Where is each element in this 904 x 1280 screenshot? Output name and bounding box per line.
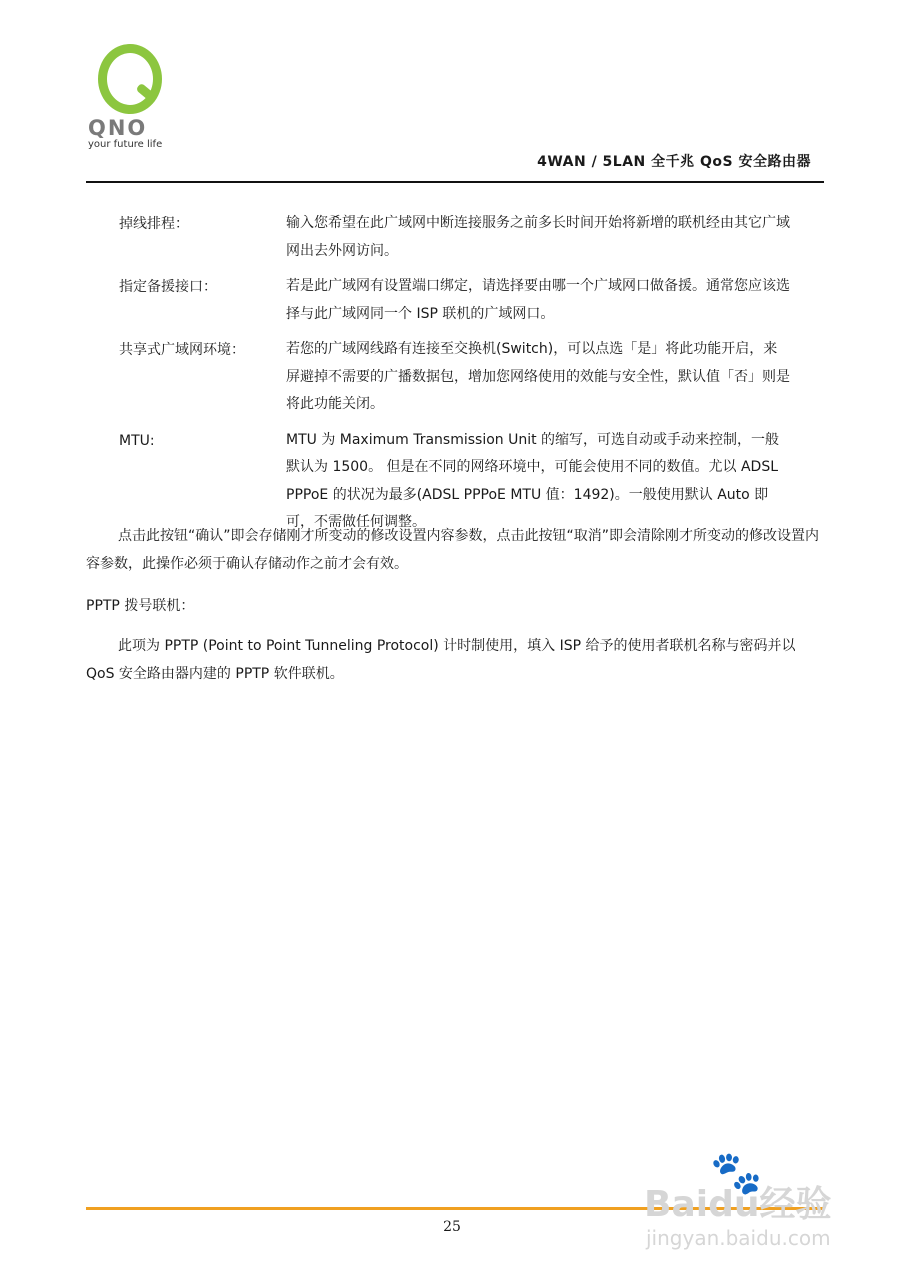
logo-q-ring [98, 44, 162, 114]
definition-item [119, 336, 799, 419]
watermark-url: jingyan.baidu.com [646, 1226, 831, 1250]
definition-term: 掉线排程： [119, 216, 189, 232]
baidu-watermark [640, 1148, 860, 1268]
pptp-paragraph: 此项为 PPTP (Point to Point Tunneling Protocol) 计时制使用，填入 ISP 给予的使用者联机名称与密码并以 QoS 安全路由器内建的 PPTP 软件联机。 [86, 638, 796, 682]
definition-item [119, 273, 799, 328]
pptp-heading: PPTP 拨号联机： [86, 598, 195, 614]
confirm-paragraph: 点击此按钮“确认”即会存储刚才所变动的修改设置内容参数，点击此按钮“取消”即会清除刚才所变动的修改设置内容参数，此操作必须于确认存储动作之前才会有效。 [86, 528, 820, 572]
definition-desc: 若您的广域网线路有连接至交换机(Switch)，可以点选「是」将此功能开启，来屏避掉不需要的广播数据包，增加您网络使用的效能与安全性，默认值「否」则是将此功能关闭。 [286, 341, 790, 412]
definition-term: 指定备援接口： [119, 279, 217, 295]
watermark-brand: Baidu经验 [644, 1184, 832, 1225]
definition-item [119, 427, 799, 537]
definition-item [119, 210, 799, 265]
page-number: 25 [443, 1219, 461, 1235]
header-rule [86, 181, 824, 183]
definition-desc: MTU 为 Maximum Transmission Unit 的缩写，可选自动或手动来控制，一般默认为 1500。 但是在不同的网络环境中，可能会使用不同的数值。尤以 ADSL PPPoE 的状况为最多(ADSL PPPoE MTU 值：1492)。一般使用默认 Auto 即可，不需做任何调整。 [286, 431, 780, 530]
qno-logo [86, 42, 196, 152]
paw-icon: 🐾 [710, 1148, 763, 1197]
header-title: 4WAN / 5LAN 全千兆 QoS 安全路由器 [537, 154, 811, 170]
definition-term: 共享式广域网环境： [119, 342, 245, 358]
definition-list [119, 210, 799, 545]
logo-brand: QNO [88, 116, 148, 140]
definition-desc: 若是此广域网有设置端口绑定，请选择要由哪一个广域网口做备援。通常您应该选择与此广域网同一个 ISP 联机的广域网口。 [286, 278, 790, 322]
logo-tagline: your future life [88, 139, 163, 150]
definition-term: MTU: [119, 432, 155, 449]
definition-desc: 输入您希望在此广域网中断连接服务之前多长时间开始将新增的联机经由其它广域网出去外网访问。 [286, 215, 790, 259]
